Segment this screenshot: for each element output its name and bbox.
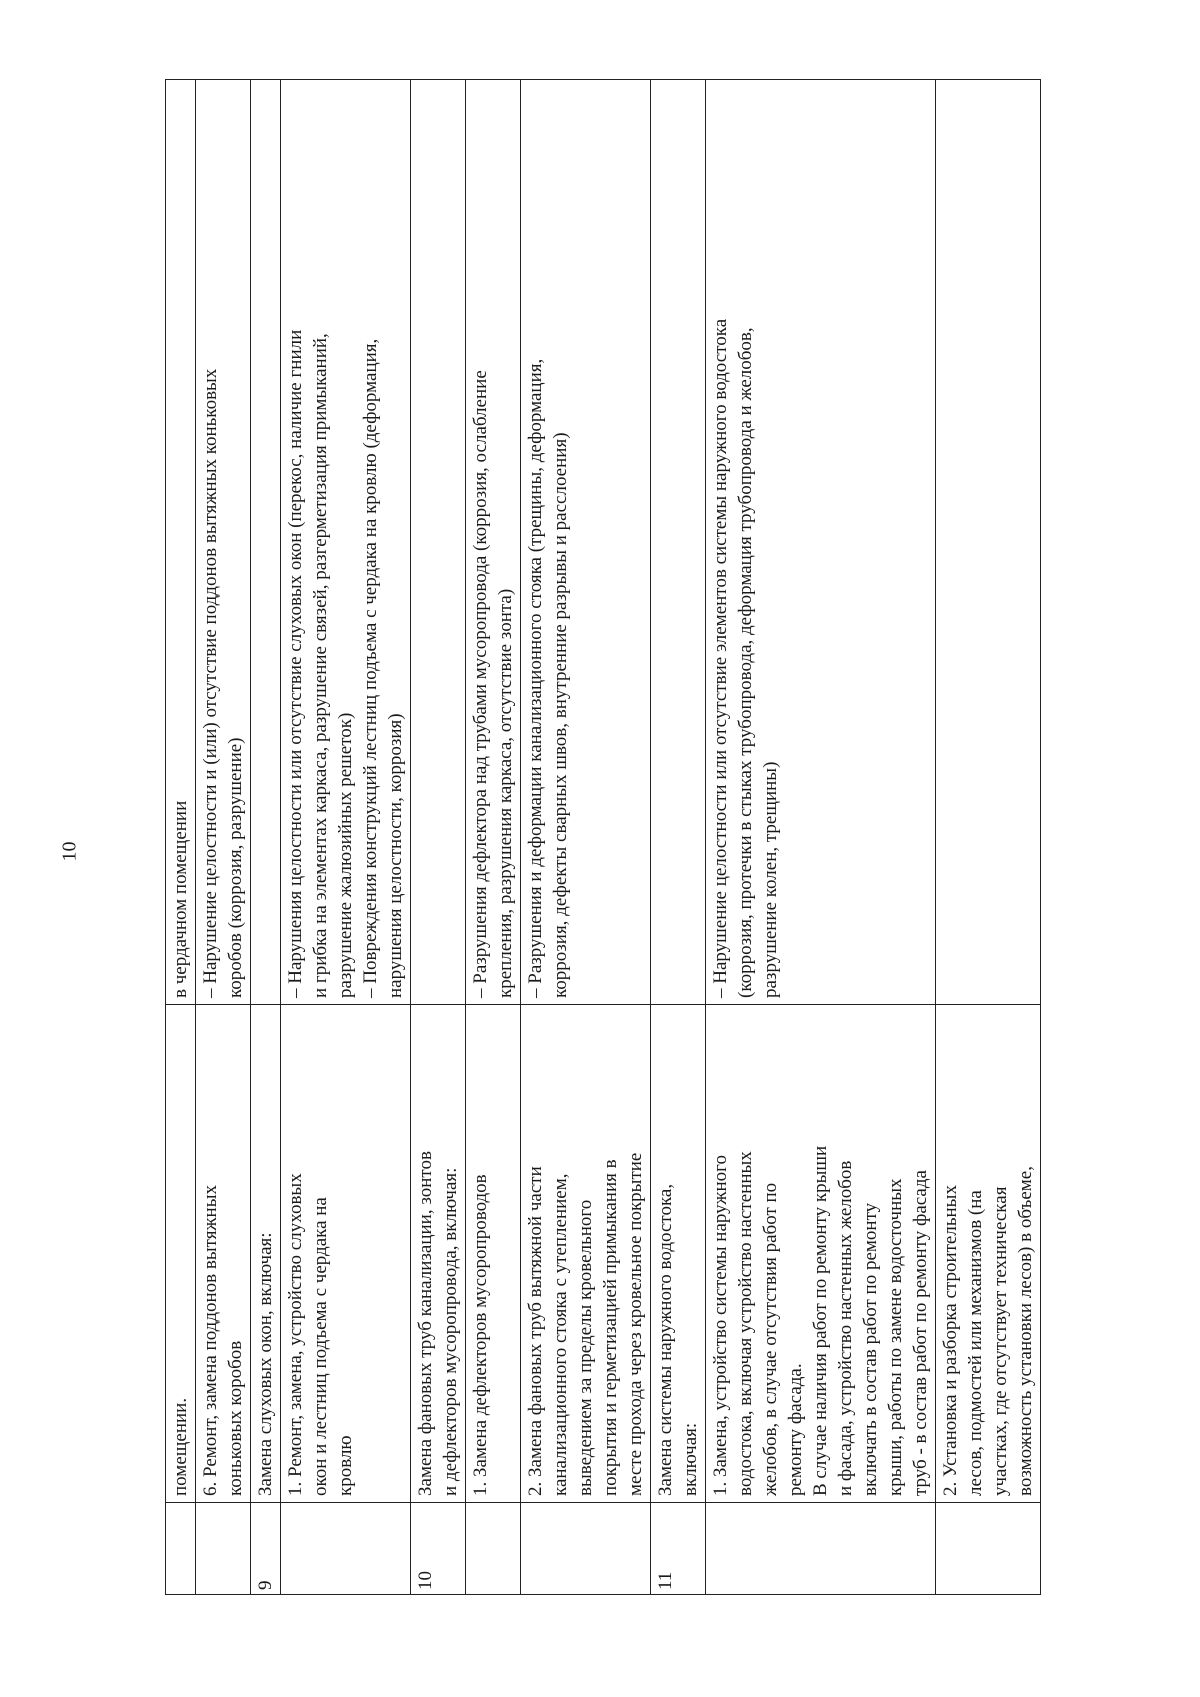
defect-line: – Нарушения целостности или отсутствие слуховых окон (перекос, наличие гнили [285,329,306,998]
table-row [411,80,466,1595]
work-cell [651,1005,706,1503]
work-line: желобов, в случае отсутствия работ по [760,1182,781,1496]
table-row [251,80,281,1595]
defect-line: нарушения целостности, коррозия) [385,713,406,998]
defect-line: коробов (коррозия, разрушение) [225,737,246,998]
work-line: Замена системы наружного водостока, [655,1183,676,1496]
table-row [196,80,251,1595]
work-line: включать в состав работ по ремонту [860,1202,881,1496]
work-line: 1. Замена дефлекторов мусоропроводов [470,1174,491,1496]
work-cell [466,1005,521,1503]
defect-cell [196,80,251,1005]
table-row [936,80,1041,1595]
work-line: выведением за пределы кровельного [575,1199,596,1496]
table-row [521,80,651,1595]
work-line: Замена фановых труб канализации, зонтов [415,1151,436,1496]
work-line: 6. Ремонт, замена поддонов вытяжных [200,1185,221,1496]
work-line: и дефлекторов мусоропровода, включая: [440,1167,461,1496]
table-row [166,80,196,1595]
table-row [281,80,411,1595]
row-number-cell: 11 [651,1503,706,1595]
work-line: 1. Ремонт, замена, устройство слуховых [285,1173,306,1496]
work-line: кровлю [335,1435,356,1496]
row-number-cell [196,1503,251,1595]
row-number-cell [281,1503,411,1595]
work-line: возможность установки лесов) в объеме, [1015,1166,1036,1496]
row-number-cell: 10 [411,1503,466,1595]
defect-cell [281,80,411,1005]
work-line: канализационного стояка с утеплением, [550,1173,571,1496]
defect-cell [936,80,1041,1005]
defect-cell [706,80,936,1005]
defect-cell [251,80,281,1005]
defect-line: в чердачном помещении [170,800,191,998]
rotated-page [165,80,1036,1595]
work-line: лесов, подмостей или механизмов (на [965,1190,986,1496]
work-cell [411,1005,466,1503]
defect-cell [411,80,466,1005]
work-line: крыши, работы по замене водосточных [885,1178,906,1496]
work-line: водостока, включая устройство настенных [735,1151,756,1496]
defect-line: разрушение жалюзийных решеток) [335,712,356,998]
defect-line: разрушение колен, трещины) [760,761,781,998]
defect-line: – Нарушение целостности или отсутствие элементов системы наружного водостока [710,318,731,998]
work-cell [281,1005,411,1503]
row-number-cell [166,1503,196,1595]
work-line: труб - в состав работ по ремонту фасада [910,1170,931,1496]
work-line: помещении. [170,1397,191,1496]
defect-line: – Разрушения дефлектора над трубами мусоропровода (коррозия, ослабление [470,370,491,998]
defect-line: и грибка на элементах каркаса, разрушение связей, разгерметизация примыканий, [310,333,331,998]
row-number-cell [466,1503,521,1595]
defect-line: коррозия, дефекты сварных швов, внутренние разрывы и расслоения) [550,432,571,998]
defect-cell [521,80,651,1005]
work-line: 2. Установка и разборка строительных [940,1185,961,1496]
work-line: участках, где отсутствует техническая [990,1186,1011,1496]
work-line: покрытия и герметизацией примыкания в [600,1159,621,1496]
table-row [466,80,521,1595]
work-line: Замена слуховых окон, включая: [255,1232,276,1496]
defect-line: – Повреждения конструкций лестниц подъема с чердака на кровлю (деформация, [360,338,381,998]
page-number: 10 [58,841,81,862]
row-number-cell [936,1503,1041,1595]
row-number-cell [521,1503,651,1595]
defects-table [165,79,1041,1595]
defect-line: (коррозия, протечки в стыках трубопровода, деформация трубопровода и желобов, [735,327,756,998]
table-row [651,80,706,1595]
work-line: В случае наличия работ по ремонту крыши [810,1145,831,1496]
work-cell [166,1005,196,1503]
defect-line: – Разрушения и деформации канализационного стояка (трещины, деформация, [525,358,546,998]
work-line: ремонту фасада. [785,1363,806,1496]
defect-line: – Нарушение целостности и (или) отсутствие поддонов вытяжных коньковых [200,368,221,998]
work-line: включая: [680,1422,701,1496]
table-row [706,80,936,1595]
work-cell [521,1005,651,1503]
work-line: месте прохода через кровельное покрытие [625,1152,646,1496]
work-line: 1. Замена, устройство системы наружного [710,1155,731,1496]
work-line: 2. Замена фановых труб вытяжной части [525,1166,546,1496]
work-cell [706,1005,936,1503]
work-cell [196,1005,251,1503]
row-number-cell: 9 [251,1503,281,1595]
defect-cell [466,80,521,1005]
work-line: и фасада, устройство настенных желобов [835,1160,856,1496]
work-line: окон и лестниц подъема с чердака на [310,1197,331,1496]
defect-cell [166,80,196,1005]
work-cell [251,1005,281,1503]
defect-cell [651,80,706,1005]
work-cell [936,1005,1041,1503]
row-number-cell [706,1503,936,1595]
work-line: коньковых коробов [225,1340,246,1496]
defect-line: крепления, разрушения каркаса, отсутствие зонта) [495,588,516,998]
